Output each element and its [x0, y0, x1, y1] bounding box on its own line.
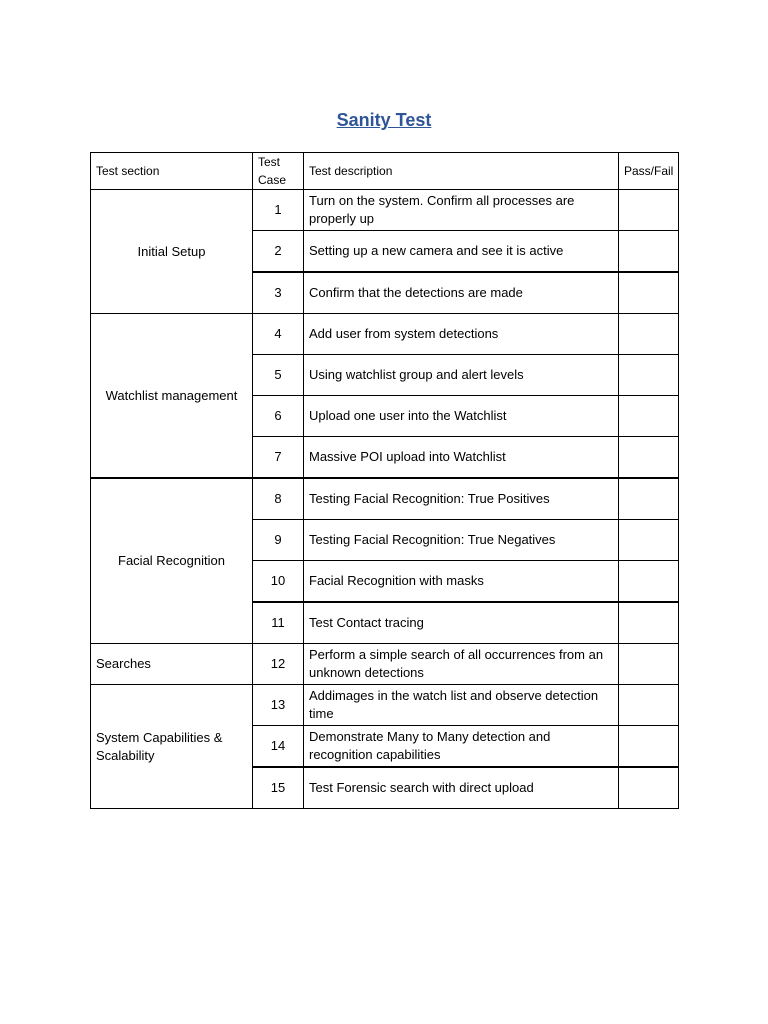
- test-description: Test Forensic search with direct upload: [304, 767, 619, 809]
- table-row: [91, 190, 679, 231]
- section-initial-setup: Initial Setup: [91, 190, 253, 314]
- pass-fail-cell[interactable]: [619, 396, 679, 437]
- header-pass-fail: Pass/Fail: [619, 153, 679, 190]
- test-case-number: 6: [253, 396, 304, 437]
- pass-fail-cell[interactable]: [619, 190, 679, 231]
- test-case-number: 14: [253, 726, 304, 768]
- table-header-row: [91, 153, 679, 190]
- section-facial-recognition: Facial Recognition: [91, 478, 253, 644]
- test-case-number: 11: [253, 602, 304, 644]
- test-description: Massive POI upload into Watchlist: [304, 437, 619, 479]
- pass-fail-cell[interactable]: [619, 767, 679, 809]
- pass-fail-cell[interactable]: [619, 314, 679, 355]
- table-row: [91, 685, 679, 726]
- test-description: Add user from system detections: [304, 314, 619, 355]
- pass-fail-cell[interactable]: [619, 685, 679, 726]
- test-case-number: 15: [253, 767, 304, 809]
- header-test-case: Test Case: [253, 153, 304, 190]
- test-case-number: 1: [253, 190, 304, 231]
- test-case-number: 5: [253, 355, 304, 396]
- test-description: Facial Recognition with masks: [304, 561, 619, 603]
- test-description: Addimages in the watch list and observe detection time: [304, 685, 619, 726]
- test-case-number: 3: [253, 272, 304, 314]
- pass-fail-cell[interactable]: [619, 561, 679, 603]
- section-system-capabilities: System Capabilities & Scalability: [91, 685, 253, 809]
- test-description: Demonstrate Many to Many detection and recognition capabilities: [304, 726, 619, 768]
- pass-fail-cell[interactable]: [619, 231, 679, 273]
- pass-fail-cell[interactable]: [619, 355, 679, 396]
- table-row: [91, 314, 679, 355]
- test-case-number: 2: [253, 231, 304, 273]
- test-description: Using watchlist group and alert levels: [304, 355, 619, 396]
- table-row: [91, 644, 679, 685]
- test-case-number: 13: [253, 685, 304, 726]
- test-description: Setting up a new camera and see it is active: [304, 231, 619, 273]
- header-test-section: Test section: [91, 153, 253, 190]
- test-description: Test Contact tracing: [304, 602, 619, 644]
- test-description: Testing Facial Recognition: True Negatives: [304, 520, 619, 561]
- pass-fail-cell[interactable]: [619, 437, 679, 479]
- section-searches: Searches: [91, 644, 253, 685]
- section-watchlist-management: Watchlist management: [91, 314, 253, 479]
- test-case-number: 7: [253, 437, 304, 479]
- test-case-number: 10: [253, 561, 304, 603]
- test-description: Upload one user into the Watchlist: [304, 396, 619, 437]
- test-case-number: 9: [253, 520, 304, 561]
- test-case-number: 4: [253, 314, 304, 355]
- pass-fail-cell[interactable]: [619, 726, 679, 768]
- sanity-test-table: [90, 152, 679, 809]
- test-description: Confirm that the detections are made: [304, 272, 619, 314]
- test-description: Testing Facial Recognition: True Positives: [304, 478, 619, 520]
- pass-fail-cell[interactable]: [619, 272, 679, 314]
- test-case-number: 12: [253, 644, 304, 685]
- test-description: Turn on the system. Confirm all processes are properly up: [304, 190, 619, 231]
- page-title: Sanity Test: [336, 110, 432, 130]
- pass-fail-cell[interactable]: [619, 644, 679, 685]
- pass-fail-cell[interactable]: [619, 520, 679, 561]
- header-test-description: Test description: [304, 153, 619, 190]
- test-description: Perform a simple search of all occurrences from an unknown detections: [304, 644, 619, 685]
- pass-fail-cell[interactable]: [619, 478, 679, 520]
- test-case-number: 8: [253, 478, 304, 520]
- pass-fail-cell[interactable]: [619, 602, 679, 644]
- table-row: [91, 478, 679, 520]
